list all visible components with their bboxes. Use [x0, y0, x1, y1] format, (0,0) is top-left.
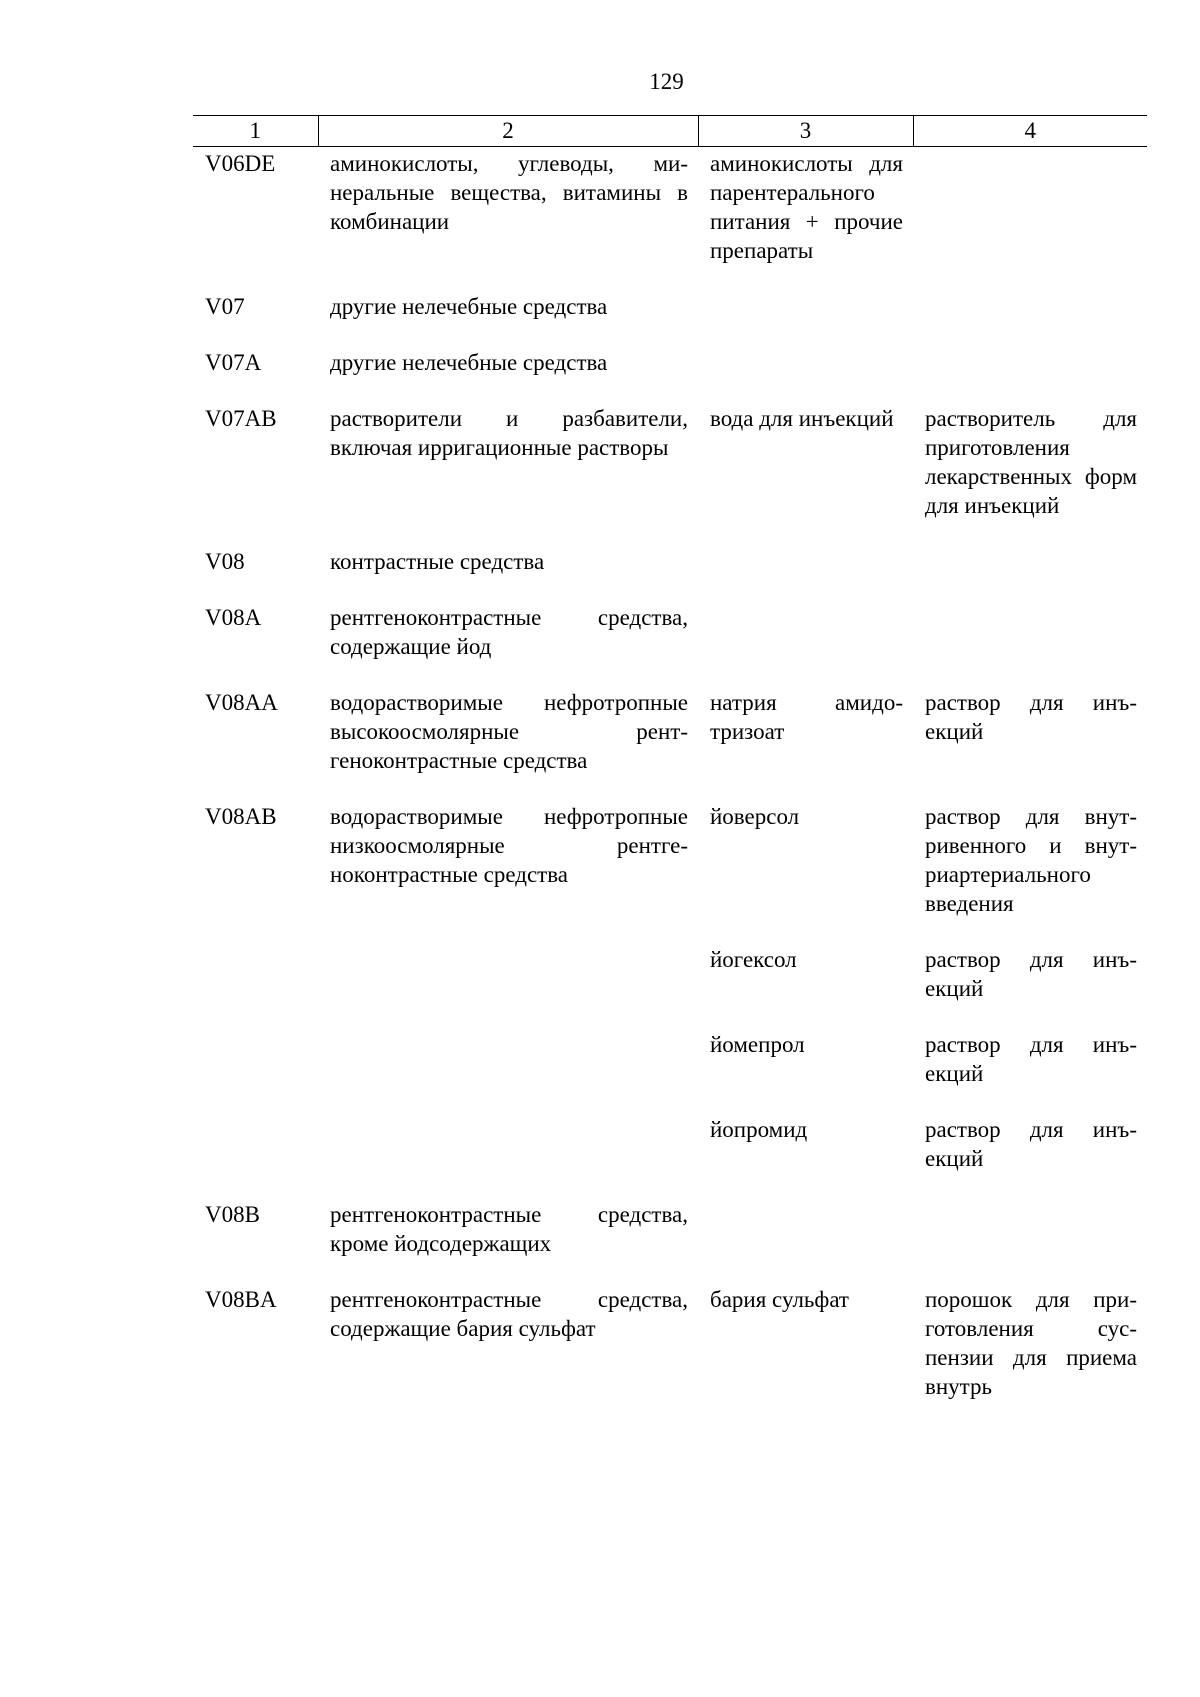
table-row: [193, 1285, 1147, 1428]
substance-cell: [698, 1200, 913, 1285]
atc-code-cell: V06DE: [205, 151, 276, 176]
dosage-form-cell: раствор для инъекций: [925, 1117, 1137, 1171]
table-row: [193, 688, 1147, 802]
group-name-cell: растворители и разбавители, включая ирригационные растворы: [330, 406, 688, 460]
group-name-cell: аминокислоты, углеводы, минеральные вещества, витамины в комбинации: [330, 151, 688, 234]
table-row: [193, 292, 1147, 348]
substance-cell: [698, 348, 913, 404]
column-header-3: 3: [698, 116, 913, 147]
table-header: [193, 116, 1147, 147]
substance-cell: аминокислоты для парентерального питания + прочие препараты: [710, 151, 903, 263]
atc-code-cell: V08BA: [205, 1287, 277, 1312]
atc-code-cell: V08A: [205, 605, 262, 630]
table-row: [193, 603, 1147, 688]
table-body: [193, 147, 1147, 1429]
group-name-cell: рентгеноконтрастные средства, содержащие бария сульфат: [330, 1287, 688, 1341]
dosage-form-cell: [913, 147, 1147, 293]
substance-cell: йоверсол: [710, 804, 800, 829]
dosage-form-cell: растворитель для приготовления лекарственных форм для инъекций: [925, 406, 1137, 518]
atc-code-cell: V07: [205, 294, 245, 319]
table-row: [193, 147, 1147, 293]
page-number: 129: [649, 69, 684, 94]
dosage-form-cell: [913, 547, 1147, 603]
group-name-cell: [318, 945, 698, 1030]
substance-cell: [698, 292, 913, 348]
substance-cell: вода для инъекций: [710, 406, 894, 431]
table-row: [193, 547, 1147, 603]
table-row: [193, 802, 1147, 945]
atc-code-cell: V07A: [205, 350, 262, 375]
substance-cell: бария сульфат: [710, 1287, 849, 1312]
substance-cell: йогексол: [710, 947, 797, 972]
dosage-form-cell: раствор для инъекций: [925, 1032, 1137, 1086]
substance-cell: йомепрол: [710, 1032, 805, 1057]
dosage-form-cell: порошок для приготовления суспензии для приема внутрь: [925, 1287, 1137, 1399]
dosage-form-cell: [913, 348, 1147, 404]
table-row: [193, 1030, 1147, 1115]
column-header-4: 4: [913, 116, 1147, 147]
group-name-cell: контрастные средства: [330, 549, 545, 574]
atc-code-cell: [193, 1115, 318, 1200]
header-row: [193, 116, 1147, 147]
table-row: [193, 348, 1147, 404]
column-header-1: 1: [193, 116, 318, 147]
group-name-cell: водорастворимые нефротропные высокоосмолярные рентгеноконтрастные средства: [330, 690, 688, 773]
atc-code-cell: V07AB: [205, 406, 277, 431]
group-name-cell: [318, 1030, 698, 1115]
atc-code-cell: V08AA: [205, 690, 278, 715]
dosage-form-cell: [913, 292, 1147, 348]
dosage-form-cell: раствор для внутривенного и внутриартериального введения: [925, 804, 1137, 916]
drug-table: [193, 115, 1147, 1428]
atc-code-cell: [193, 945, 318, 1030]
group-name-cell: другие нелечебные средства: [330, 350, 608, 375]
group-name-cell: рентгеноконтрастные средства, содержащие йод: [330, 605, 688, 659]
dosage-form-cell: раствор для инъекций: [925, 690, 1137, 744]
substance-cell: натрия амидотризоат: [710, 690, 903, 744]
dosage-form-cell: [913, 1200, 1147, 1285]
table-row: [193, 945, 1147, 1030]
substance-cell: [698, 547, 913, 603]
group-name-cell: водорастворимые нефротропные низкоосмолярные рентгеноконтрастные средства: [330, 804, 688, 887]
atc-code-cell: V08AB: [205, 804, 277, 829]
atc-code-cell: [193, 1030, 318, 1115]
atc-code-cell: V08: [205, 549, 245, 574]
dosage-form-cell: раствор для инъекций: [925, 947, 1137, 1001]
atc-code-cell: V08B: [205, 1202, 260, 1227]
table-row: [193, 1115, 1147, 1200]
group-name-cell: рентгеноконтрастные средства, кроме йодсодержащих: [330, 1202, 688, 1256]
dosage-form-cell: [913, 603, 1147, 688]
column-header-2: 2: [318, 116, 698, 147]
table-row: [193, 1200, 1147, 1285]
substance-cell: [698, 603, 913, 688]
substance-cell: йопромид: [710, 1117, 808, 1142]
table-row: [193, 404, 1147, 547]
group-name-cell: [318, 1115, 698, 1200]
group-name-cell: другие нелечебные средства: [330, 294, 608, 319]
